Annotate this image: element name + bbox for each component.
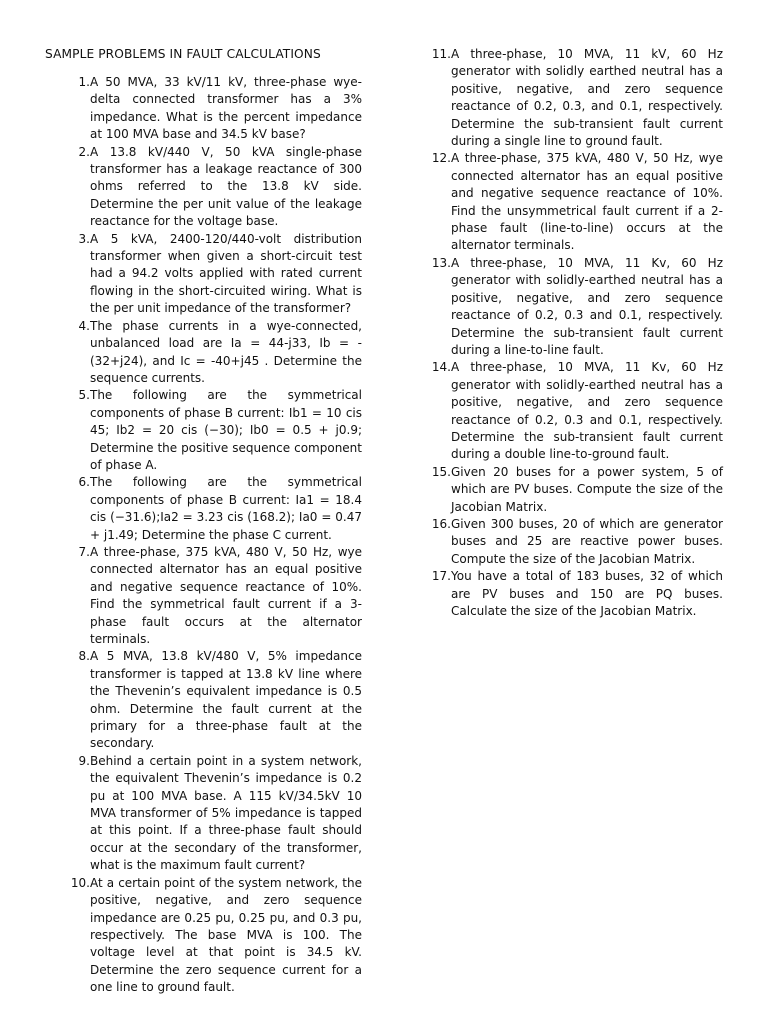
problem-text: The phase currents in a wye-connected, unbalanced load are Ia = 44-j33, Ib = -(32+j24), and Ic = -40+j45 . Determine the sequence currents. [90,318,362,385]
problem-text: At a certain point of the system network, the positive, negative, and zero sequence impedance are 0.25 pu, 0.25 pu, and 0.3 pu, respectively. The base MVA is 100. The voltage level at that point is 34.5 kV. Determine the zero sequence current for a one line to ground fault. [90,875,362,995]
problem-list-left [64,74,362,997]
problem-number: 1. [78,75,90,89]
problem-number: 2. [78,144,90,159]
problem-number: 8. [78,649,90,664]
problem-item-6 [64,474,362,544]
problem-number: 5. [78,388,90,403]
problem-number: 10. [70,875,90,890]
problem-item-1 [64,74,362,144]
problem-item-4 [64,318,362,388]
problem-text: The following are the symmetrical components of phase B current: Ib1 = 10 cis 45; Ib2 = 20 cis (−30); Ib0 = 0.5 + j0.9; Determine the positive sequence component of phase A. [90,388,362,472]
problem-text: A three-phase, 375 kVA, 480 V, 50 Hz, wye connected alternator has an equal positive and negative sequence reactance of 10%. Find the symmetrical fault current if a 3-phase fault occurs at the alternator terminals. [90,544,362,646]
problem-item-11 [426,46,723,150]
problem-text: A three-phase, 10 MVA, 11 Kv, 60 Hz generator with solidly-earthed neutral has a positive, negative, and zero sequence reactance of 0.2, 0.3 and 0.1, respectively. Determine the sub-transient fault current during a line-to-line fault. [451,255,723,357]
problem-item-10 [64,875,362,997]
problem-item-15 [426,464,723,516]
problem-item-3 [64,231,362,318]
problem-text: A 5 kVA, 2400-120/440-volt distribution transformer when given a short-circuit test had a 94.2 volts applied with rated current flowing in the short-circuited wiring. What is the per unit impedance of the transformer? [90,231,362,316]
problem-text: Given 300 buses, 20 of which are generator buses and 25 are reactive power buses. Compute the size of the Jacobian Matrix. [451,516,723,566]
problem-number: 7. [78,544,90,559]
problem-item-17 [426,568,723,620]
problem-item-13 [426,255,723,359]
problem-text: A three-phase, 10 MVA, 11 kV, 60 Hz generator with solidly earthed neutral has a positive, negative, and zero sequence reactance of 0.2, 0.3, and 0.1, respectively. Determine the sub-transient fault current during a single line to ground fault. [451,47,723,149]
problem-text: A three-phase, 375 kVA, 480 V, 50 Hz, wye connected alternator has an equal positive and negative sequence reactance of 10%. Find the unsymmetrical fault current if a 2-phase fault (line-to-line) occurs at the alternator terminals. [451,151,723,253]
problem-text: A 5 MVA, 13.8 kV/480 V, 5% impedance transformer is tapped at 13.8 kV line where the Thevenin’s equivalent impedance is 0.5 ohm. Determine the fault current at the primary for a three-phase fault at the secondary. [90,649,362,751]
problem-item-16 [426,516,723,568]
problem-list-right [426,46,723,620]
problem-text: Behind a certain point in a system network, the equivalent Thevenin’s impedance is 0.2 pu at 100 MVA base. A 115 kV/34.5kV 10 MVA transformer of 5% impedance is tapped at this point. If a three-phase fault should occur at the secondary of the transformer, what is the maximum fault current? [90,753,362,873]
problem-number: 4. [78,318,90,333]
problem-text: Given 20 buses for a power system, 5 of which are PV buses. Compute the size of the Jacobian Matrix. [451,464,723,514]
problem-text: A three-phase, 10 MVA, 11 Kv, 60 Hz generator with solidly-earthed neutral has a positive, negative, and zero sequence reactance of 0.2, 0.3 and 0.1, respectively. Determine the sub-transient fault current during a double line-to-ground fault. [451,360,723,462]
problem-number: 9. [78,753,90,768]
problem-text: A 50 MVA, 33 kV/11 kV, three-phase wye-delta connected transformer has a 3% impedance. What is the percent impedance at 100 MVA base and 34.5 kV base? [90,75,362,142]
problem-number: 3. [78,231,90,246]
problem-text: The following are the symmetrical components of phase B current: Ia1 = 18.4 cis (−31.6);Ia2 = 3.23 cis (168.2); Ia0 = 0.47 + j1.49; Determine the phase C current. [90,475,362,542]
problem-number: 17. [431,569,451,584]
problem-text: A 13.8 kV/440 V, 50 kVA single-phase transformer has a leakage reactance of 300 ohms referred to the 13.8 kV side. Determine the per unit value of the leakage reactance for the voltage base. [90,144,362,229]
problem-number: 12. [431,151,451,166]
problem-number: 16. [431,516,451,531]
problem-item-7 [64,544,362,648]
problem-number: 6. [78,475,90,490]
problem-item-2 [64,144,362,231]
problem-number: 15. [431,464,451,479]
problem-number: 14. [431,360,451,375]
problem-item-5 [64,387,362,474]
problem-text: You have a total of 183 buses, 32 of which are PV buses and 150 are PQ buses. Calculate the size of the Jacobian Matrix. [451,569,723,618]
problem-item-9 [64,753,362,875]
problem-item-12 [426,150,723,254]
problem-number: 11. [431,47,451,61]
document-title: SAMPLE PROBLEMS IN FAULT CALCULATIONS [45,47,321,61]
problem-item-8 [64,648,362,752]
problem-number: 13. [431,255,451,270]
problem-item-14 [426,359,723,463]
